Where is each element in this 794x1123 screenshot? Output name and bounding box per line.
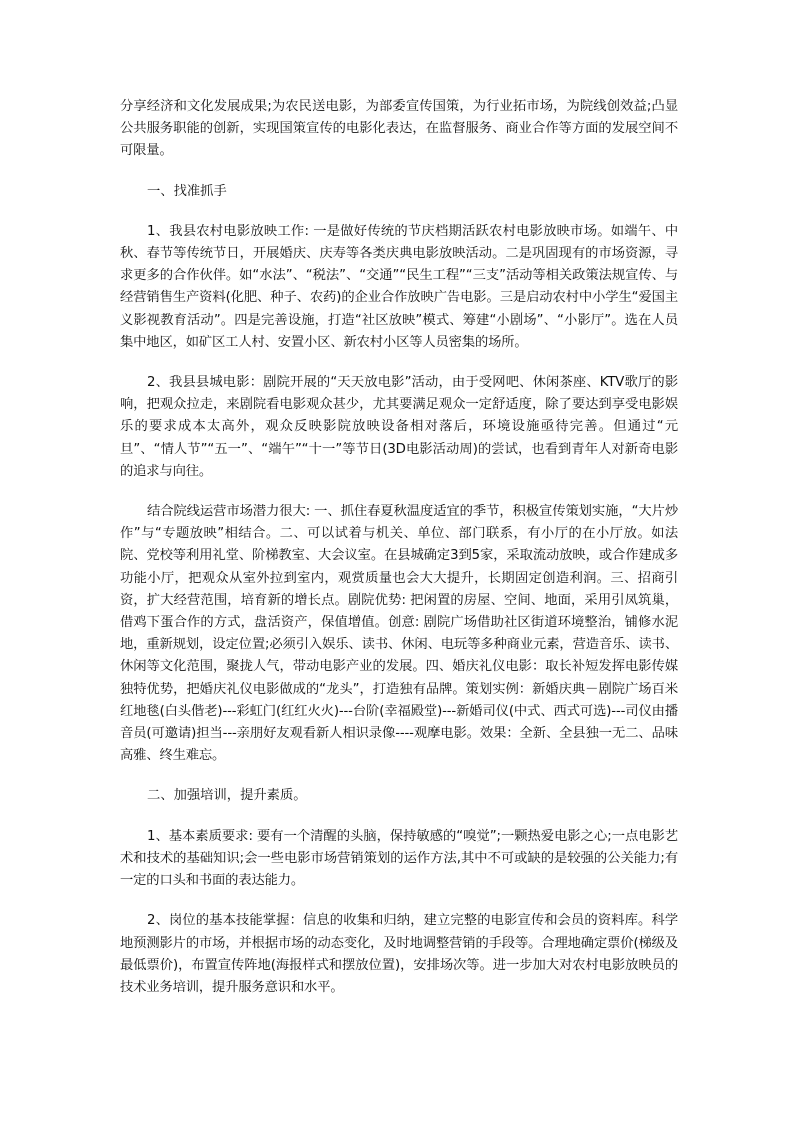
section-heading-2: 二、加强培训，提升素质。 bbox=[147, 788, 307, 804]
paragraph-county-film: 2、我县县城电影：剧院开展的“天天放电影”活动，由于受网吧、休闲茶座、KTV歌厅的影响，把观众拉走，来剧院看电影观众甚少，尤其要满足观众一定舒适度，除了要达到享受电影娱乐的要求成本太高外，观众反映影院放映设备相对落后，环境设施亟待完善。但通过“元旦”、“情人节”“五一”、“端午”“十一”等节日(3D电影活动周)的尝试，也看到青年人对新奇电影的追求与向往。 bbox=[120, 375, 678, 479]
paragraph-cinema-market: 结合院线运营市场潜力很大: 一、抓住春夏秋温度适宜的季节，积极宣传策划实施，“大片炒作”与“专题放映”相结合。二、可以试着与机关、单位、部门联系，有小厅的在小厅放。如法院、党校等利用礼堂、阶梯教室、大会议室。在县城确定3到5家，采取流动放映，或合作建成多功能小厅，把观众从室外拉到室内，观赏质量也会大大提升，长期固定创造利润。三、招商引资，扩大经营范围，培育新的增长点。剧院优势: 把闲置的房屋、空间、地面，采用引凤筑巢，借鸡下蛋合作的方式，盘活资产，保值增值。创意: 剧院广场借助社区街道环境整治，铺修水泥地，重新规划，设定位置;必须引入娱乐、读书、休闲、电玩等多种商业元素，营造音乐、读书、休闲等文化范围，聚拢人气，带动电影产业的发展。四、婚庆礼仪电影：取长补短发挥电影传媒独特优势，把婚庆礼仪电影做成的“龙头”，打造独有品牌。策划实例：新婚庆典－剧院广场百米红地毯(白头偕老)---彩虹门(红红火火)---台阶(幸福殿堂)---新婚司仪(中式、西式可选)---司仪由播音员(可邀请)担当---亲朋好友观看新人相识录像----观摩电影。效果：全新、全县独一无二、品味高雅、终生难忘。 bbox=[120, 504, 678, 764]
section-heading-1: 一、找准抓手 bbox=[147, 183, 227, 199]
paragraph-rural-film: 1、我县农村电影放映工作: 一是做好传统的节庆档期活跃农村电影放映市场。如端午、中秋、春节等传统节日，开展婚庆、庆寿等各类庆典电影放映活动。二是巩固现有的市场资源，寻求更多的合作伙伴。如“水法”、“税法”、“交通”“民生工程”“三支”活动等相关政策法规宣传、与经营销售生产资料(化肥、种子、农药)的企业合作放映广告电影。三是启动农村中小学生“爱国主义影视教育活动”。四是完善设施，打造“社区放映”模式、筹建“小剧场”、“小影厅”。选在人员集中地区，如矿区工人村、安置小区、新农村小区等人员密集的场所。 bbox=[120, 223, 678, 350]
paragraph-intro: 分享经济和文化发展成果;为农民送电影，为部委宣传国策，为行业拓市场，为院线创效益;凸显公共服务职能的创新，实现国策宣传的电影化表达，在监督服务、商业合作等方面的发展空间不可限量。 bbox=[120, 99, 678, 159]
paragraph-job-skills: 2、岗位的基本技能掌握：信息的收集和归纳，建立完整的电影宣传和会员的资料库。科学地预测影片的市场，并根据市场的动态变化，及时地调整营销的手段等。合理地确定票价(梯级及最低票价)，布置宣传阵地(海报样式和摆放位置)，安排场次等。进一步加大对农村电影放映员的技术业务培训，提升服务意识和水平。 bbox=[120, 913, 678, 995]
document-page bbox=[120, 96, 678, 1017]
paragraph-basic-quality: 1、基本素质要求: 要有一个清醒的头脑，保持敏感的“嗅觉”;一颗热爱电影之心;一点电影艺术和技术的基础知识;会一些电影市场营销策划的运作方法,其中不可或缺的是较强的公关能力;有一定的口头和书面的表达能力。 bbox=[120, 828, 678, 889]
